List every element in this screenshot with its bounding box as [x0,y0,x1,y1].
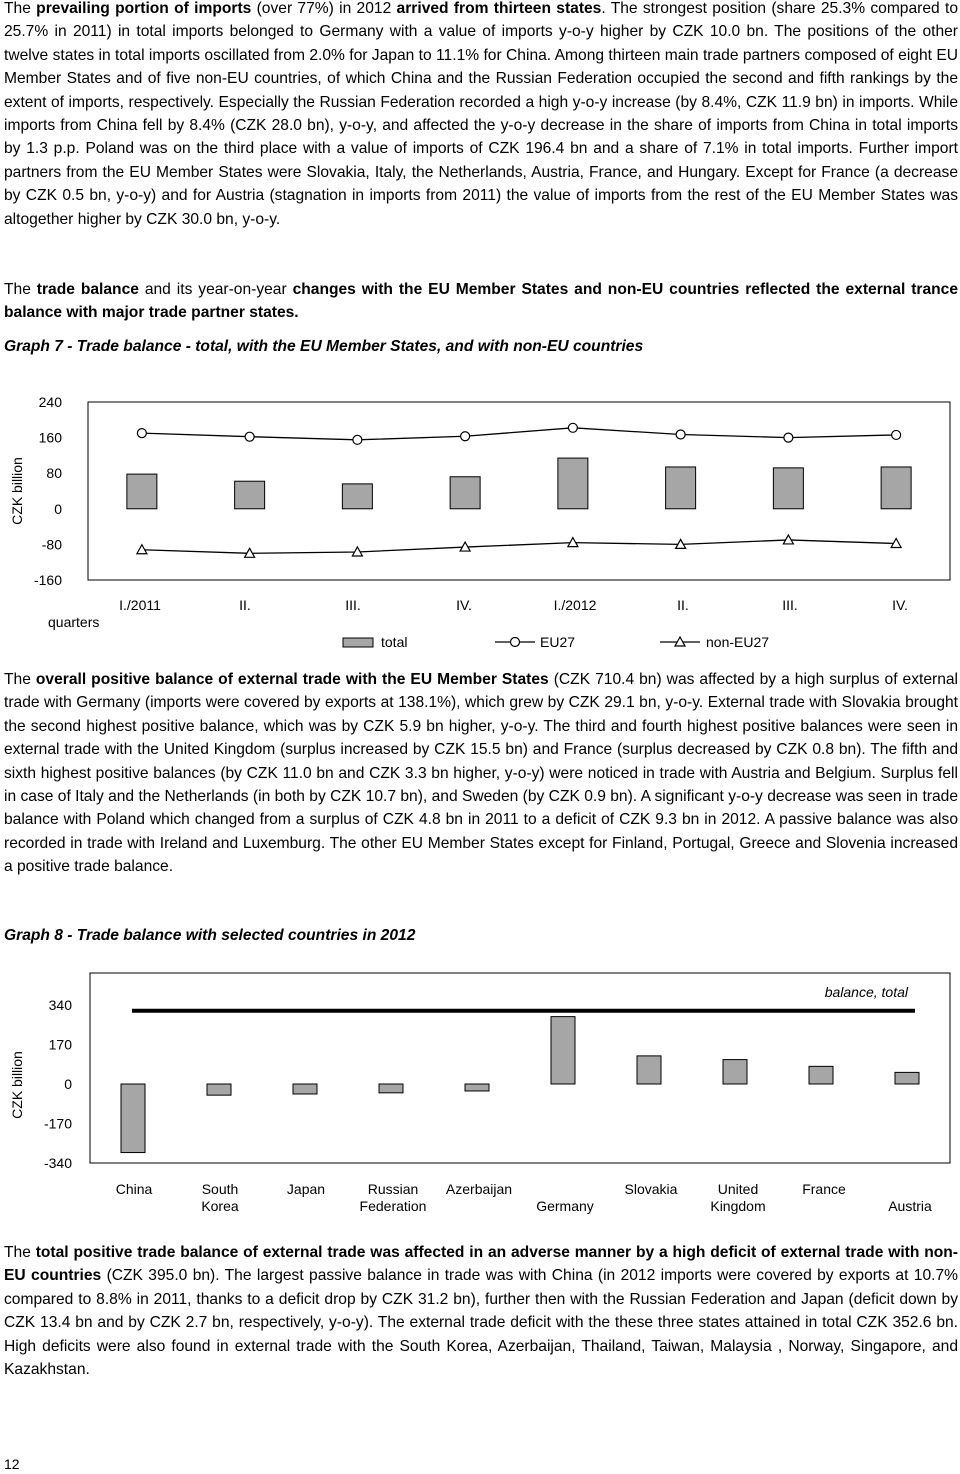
paragraph-trade-balance-intro [4,278,958,325]
bar-total [235,481,265,509]
y-tick-label: -340 [43,1155,72,1171]
bar-country [809,1066,833,1084]
point-EU27 [892,430,901,439]
bold-text-run: trade balance [36,281,139,298]
legend-noneu27-label: non-EU27 [706,634,770,650]
x-tick-label: I./2011 [119,597,161,613]
x-tick-label: Japan [286,1181,326,1197]
text-run: . The strongest position (share 25.3% compared to 25.7% in 2011) in total imports belonged to Germany with a value of imports y-o-y higher by CZK 10.0 bn. The positions of the other twelve states in total imports oscillated from 2.0% for Japan to 11.1% for China. Among thirteen main trade partners composed of eight EU Member States and of five non-EU countries, of which China and the Russian Federation occupied the second and fifth rankings by the extent of imports, respectively. Especially the Russian Federation recorded a high y-o-y increase (by 8.4%, CZK 11.9 bn) in imports. While imports from China fell by 8.4% (CZK 28.0 bn), y-o-y, and affected the y-o-y decrease in the share of imports from China in total imports by 1.3 p.p. Poland was on the third place with a value of imports of CZK 196.4 bn and a share of 7.1% in total imports. Further import partners from the EU Member States were Slovakia, Italy, the Netherlands, Austria, France, and Hungary. Except for France (a decrease by CZK 0.5 bn, y-o-y) and for Austria (stagnation in imports from 2011) the value of imports from the rest of the EU Member States was altogether higher by CZK 30.0 bn, y-o-y. [4,0,958,228]
y-tick-label: 240 [38,394,62,410]
x-tick-label: I./2012 [553,597,597,613]
x-tick-label: Germany [536,1198,594,1214]
y-axis-label: CZK billion [9,457,25,525]
graph7-svg [0,380,960,660]
x-tick-label: China [115,1181,153,1197]
x-tick-label: III. [782,597,798,613]
x-tick-label: Federation [359,1198,427,1214]
bar-country [293,1084,317,1094]
text-run: and its year-on-year [138,281,293,298]
x-tick-label: Russian [367,1181,419,1197]
point-EU27 [784,433,793,442]
x-tick-label: IV. [892,597,908,613]
point-EU27 [245,432,254,441]
bold-text-run: prevailing portion of imports [36,0,252,17]
text-run: (over 77%) in 2012 [251,0,397,17]
bar-country [465,1084,489,1091]
bar-total [773,468,803,509]
y-tick-label: 0 [64,1076,72,1092]
x-tick-label: II. [677,597,689,613]
text-run: (CZK 710.4 bn) was affected by a high surplus of external trade with Germany (imports were covered by exports at 138.1%), which grew by CZK 29.1 bn, y-o-y. External trade with Slovakia brought the second highest positive balance, which was by CZK 5.9 bn higher, y-o-y. The third and fourth highest positive balances were seen in external trade with the United Kingdom (surplus increased by CZK 15.5 bn) and France (surplus decreased by CZK 0.8 bn). The fifth and sixth highest positive balances (by CZK 11.0 bn and CZK 3.3 bn higher, y-o-y) were noticed in trade with Austria and Belgium. Surplus fell in case of Italy and the Netherlands (in both by CZK 10.7 bn), and Sweden (by CZK 0.9 bn). A significant y-o-y decrease was seen in trade balance with Poland which changed from a surplus of CZK 4.8 bn in 2011 to a deficit of CZK 9.3 bn in 2012. A passive balance was also recorded in trade with Ireland and Luxemburg. The other EU Member States except for Finland, Portugal, Greece and Slovenia increased a positive trade balance. [4,671,959,876]
bar-total [342,484,372,509]
text-run: The [4,0,37,17]
y-tick-label: 0 [54,500,62,517]
y-tick-label: -170 [43,1115,72,1132]
legend-total-swatch [343,638,373,647]
y-tick-label: 340 [48,997,72,1013]
bar-country [551,1017,575,1084]
bar-country [121,1084,145,1153]
point-EU27 [676,430,685,439]
text-run: The [4,1244,36,1261]
bar-total [127,474,157,509]
bar-total [881,467,911,509]
legend-total-label: total [381,634,408,650]
x-tick-label: South [201,1181,239,1197]
y-tick-label: 80 [46,465,62,482]
bar-country [379,1084,403,1093]
graph8-chart [0,965,960,1225]
y-tick-label: -160 [33,572,62,588]
legend-eu27-label: EU27 [540,634,576,650]
x-tick-label: France [802,1181,846,1197]
text-run: The [4,671,36,688]
bar-total [450,477,480,509]
x-tick-label: Austria [888,1198,932,1214]
paragraph-non-eu-balance [4,1241,958,1381]
x-tick-label: Slovakia [624,1181,678,1197]
graph7-chart [0,380,960,660]
paragraph-imports [4,0,958,231]
line-EU27 [142,428,896,440]
graph8-svg [0,965,960,1225]
text-run: The [4,281,37,298]
x-tick-label: III. [345,597,361,613]
x-tick-label: IV. [456,597,472,613]
line-non-EU27 [142,540,896,553]
page-number: 12 [4,1456,20,1472]
bold-text-run: overall positive balance of external trade with the EU Member States [35,671,549,688]
plot-border [88,402,950,580]
bar-country [895,1072,919,1084]
y-axis-label: CZK billion [9,1051,25,1119]
legend-eu27-marker [511,638,520,647]
x-tick-label: II. [239,597,251,613]
paragraph-eu-balance [4,668,958,879]
y-tick-label: -80 [41,536,62,553]
point-EU27 [353,435,362,444]
bar-country [207,1084,231,1095]
x-tick-label: Azerbaijan [445,1181,513,1197]
text-run: (CZK 395.0 bn). The largest passive balance in trade was with China (in 2012 imports were covered by exports at 10.7% compared to 8.8% in 2011, thanks to a deficit drop by CZK 31.2 bn), further then with the Russian Federation and Japan (deficit down by CZK 13.4 bn and by CZK 2.7 bn, respectively, y-o-y). The external trade deficit with the these three states attained in total CZK 352.6 bn. High deficits were also found in external trade with the South Korea, Azerbaijan, Thailand, Taiwan, Malaysia , Norway, Singapore, and Kazakhstan. [4,1267,958,1379]
balance-total-label: balance, total [824,983,908,1000]
bar-country [637,1056,661,1084]
bold-text-run: total positive trade balance of external trade was affected in an adverse manner by a high deficit of external trade with non-EU countries [4,1244,959,1285]
x-axis-label: quarters [48,614,100,630]
bar-country [723,1060,747,1084]
point-EU27 [568,423,577,432]
graph7-title: Graph 7 - Trade balance - total, with the EU Member States, and with non-EU countries [4,338,644,355]
x-tick-label: Kingdom [710,1198,766,1214]
point-EU27 [137,429,146,438]
graph8-title: Graph 8 - Trade balance with selected countries in 2012 [4,927,416,944]
x-tick-label: United [717,1181,759,1197]
y-tick-label: 160 [38,429,62,446]
bar-total [666,467,696,509]
y-tick-label: 170 [48,1036,72,1053]
x-tick-label: Korea [201,1198,239,1214]
bold-text-run: changes with the EU Member States and non-EU countries reflected the external trance balance with major trade partner states. [4,281,959,322]
bold-text-run: arrived from thirteen states [396,0,602,17]
bar-total [558,458,588,509]
point-EU27 [461,432,470,441]
